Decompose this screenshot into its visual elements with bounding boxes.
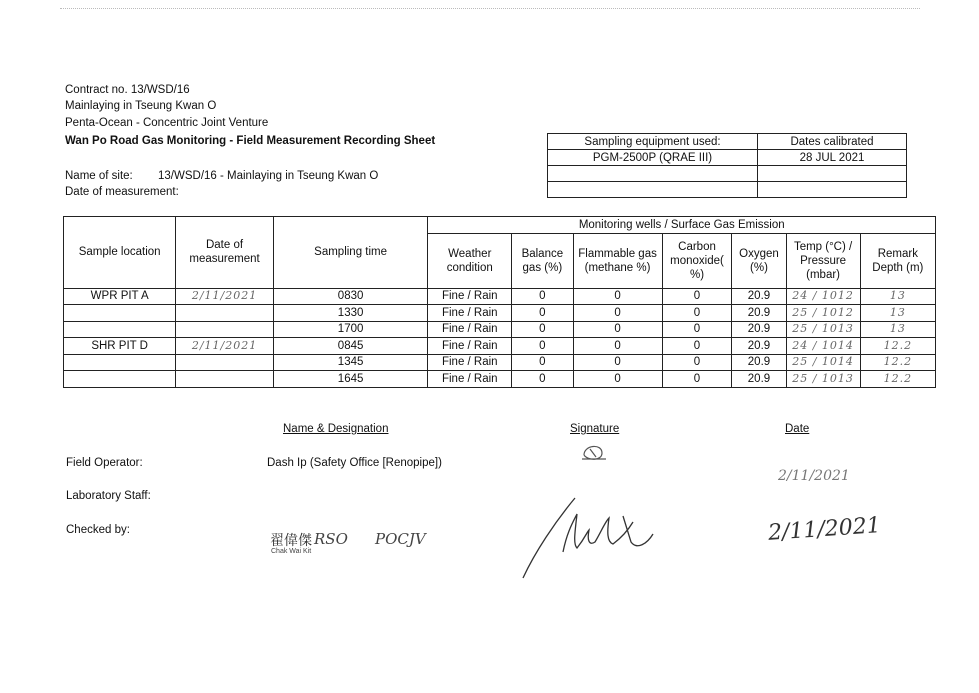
field-operator-name: Dash Ip (Safety Office [Renopipe]) bbox=[267, 457, 442, 469]
cell-flammable: 0 bbox=[573, 305, 662, 322]
field-operator-date: 2/11/2021 bbox=[778, 468, 850, 484]
equipment-name: PGM-2500P (QRAE III) bbox=[548, 150, 758, 166]
signature-header: Signature bbox=[570, 423, 620, 435]
cell-date bbox=[176, 371, 273, 388]
cell-temp: 25 / 1014 bbox=[786, 354, 860, 371]
cell-time: 1345 bbox=[273, 354, 428, 371]
sheet-title: Wan Po Road Gas Monitoring - Field Measurement Recording Sheet bbox=[65, 135, 436, 147]
cell-weather: Fine / Rain bbox=[428, 305, 512, 322]
checked-by-label: Checked by: bbox=[66, 524, 130, 536]
cell-carbon: 0 bbox=[662, 321, 732, 338]
table-row bbox=[64, 321, 936, 338]
cell-temp: 25 / 1013 bbox=[786, 371, 860, 388]
cell-balance: 0 bbox=[512, 288, 573, 305]
equipment-blank-cell bbox=[548, 166, 758, 182]
contract-number: Contract no. 13/WSD/16 bbox=[65, 84, 190, 96]
cell-temp: 25 / 1013 bbox=[786, 321, 860, 338]
scan-artifact-line bbox=[60, 8, 920, 9]
checked-by-signature bbox=[515, 492, 665, 582]
cell-remark: 13 bbox=[860, 288, 935, 305]
cell-remark: 13 bbox=[860, 305, 935, 322]
field-operator-label: Field Operator: bbox=[66, 457, 143, 469]
header-weather: Weather condition bbox=[428, 233, 512, 288]
cell-oxygen: 20.9 bbox=[732, 288, 786, 305]
cell-carbon: 0 bbox=[662, 338, 732, 355]
checked-by-date: 2/11/2021 bbox=[767, 513, 882, 546]
cell-carbon: 0 bbox=[662, 288, 732, 305]
cell-temp: 24 / 1012 bbox=[786, 288, 860, 305]
cell-location: SHR PIT D bbox=[64, 338, 176, 355]
cell-oxygen: 20.9 bbox=[732, 354, 786, 371]
equipment-table bbox=[547, 133, 907, 198]
equipment-header: Sampling equipment used: bbox=[548, 134, 758, 150]
header-carbon-monoxide: Carbon monoxide( %) bbox=[662, 233, 732, 288]
header-monitoring-group: Monitoring wells / Surface Gas Emission bbox=[428, 217, 936, 234]
cell-time: 0845 bbox=[273, 338, 428, 355]
cell-flammable: 0 bbox=[573, 371, 662, 388]
cell-flammable: 0 bbox=[573, 288, 662, 305]
cell-weather: Fine / Rain bbox=[428, 321, 512, 338]
cell-location bbox=[64, 305, 176, 322]
date-header: Date bbox=[785, 423, 810, 435]
header-sample-location: Sample location bbox=[64, 217, 176, 289]
cell-date: 2/11/2021 bbox=[176, 338, 273, 355]
cell-balance: 0 bbox=[512, 354, 573, 371]
site-label: Name of site: bbox=[65, 170, 133, 182]
cell-carbon: 0 bbox=[662, 371, 732, 388]
calibration-date: 28 JUL 2021 bbox=[758, 150, 907, 166]
table-row bbox=[64, 354, 936, 371]
date-of-measurement-label: Date of measurement: bbox=[65, 186, 179, 198]
table-row bbox=[64, 371, 936, 388]
name-designation-header: Name & Designation bbox=[283, 423, 389, 435]
cell-oxygen: 20.9 bbox=[732, 338, 786, 355]
cell-date: 2/11/2021 bbox=[176, 288, 273, 305]
cell-location bbox=[64, 321, 176, 338]
header-temp-pressure: Temp (°C) / Pressure (mbar) bbox=[786, 233, 860, 288]
header-flammable-gas: Flammable gas (methane %) bbox=[573, 233, 662, 288]
header-oxygen: Oxygen (%) bbox=[732, 233, 786, 288]
contractor-name: Penta-Ocean - Concentric Joint Venture bbox=[65, 117, 269, 129]
site-value: 13/WSD/16 - Mainlaying in Tseung Kwan O bbox=[158, 170, 379, 182]
cell-flammable: 0 bbox=[573, 338, 662, 355]
cell-remark: 12.2 bbox=[860, 371, 935, 388]
cell-carbon: 0 bbox=[662, 305, 732, 322]
cell-balance: 0 bbox=[512, 321, 573, 338]
cell-location bbox=[64, 371, 176, 388]
header-balance-gas: Balance gas (%) bbox=[512, 233, 573, 288]
cell-flammable: 0 bbox=[573, 354, 662, 371]
cell-balance: 0 bbox=[512, 305, 573, 322]
cell-flammable: 0 bbox=[573, 321, 662, 338]
cell-weather: Fine / Rain bbox=[428, 371, 512, 388]
checked-by-printed-name: Chak Wai Kit bbox=[271, 548, 312, 555]
measurement-table bbox=[63, 216, 936, 388]
cell-time: 0830 bbox=[273, 288, 428, 305]
cell-time: 1330 bbox=[273, 305, 428, 322]
cell-weather: Fine / Rain bbox=[428, 354, 512, 371]
cell-location bbox=[64, 354, 176, 371]
cell-oxygen: 20.9 bbox=[732, 305, 786, 322]
cell-weather: Fine / Rain bbox=[428, 338, 512, 355]
cell-location: WPR PIT A bbox=[64, 288, 176, 305]
header-date-of-measurement: Date of measurement bbox=[176, 217, 273, 289]
table-row bbox=[64, 338, 936, 355]
cell-remark: 12.2 bbox=[860, 338, 935, 355]
laboratory-staff-label: Laboratory Staff: bbox=[66, 490, 151, 502]
cell-remark: 12.2 bbox=[860, 354, 935, 371]
cell-date bbox=[176, 354, 273, 371]
cell-date bbox=[176, 305, 273, 322]
cell-date bbox=[176, 321, 273, 338]
cell-temp: 25 / 1012 bbox=[786, 305, 860, 322]
checked-by-role: RSO bbox=[314, 530, 348, 548]
cell-carbon: 0 bbox=[662, 354, 732, 371]
cell-time: 1700 bbox=[273, 321, 428, 338]
checked-by-org: POCJV bbox=[375, 530, 426, 548]
cell-remark: 13 bbox=[860, 321, 935, 338]
project-name: Mainlaying in Tseung Kwan O bbox=[65, 100, 217, 112]
cell-weather: Fine / Rain bbox=[428, 288, 512, 305]
equipment-blank-cell bbox=[548, 182, 758, 198]
cell-balance: 0 bbox=[512, 338, 573, 355]
calibration-header: Dates calibrated bbox=[758, 134, 907, 150]
header-sampling-time: Sampling time bbox=[273, 217, 428, 289]
table-row bbox=[64, 305, 936, 322]
table-row bbox=[64, 288, 936, 305]
checked-by-chinese-name: 翟偉傑 bbox=[270, 533, 312, 549]
cell-balance: 0 bbox=[512, 371, 573, 388]
equipment-blank-cell bbox=[758, 166, 907, 182]
equipment-blank-cell bbox=[758, 182, 907, 198]
field-operator-signature bbox=[578, 441, 610, 465]
measurement-rows bbox=[64, 288, 936, 387]
cell-time: 1645 bbox=[273, 371, 428, 388]
header-remark-depth: Remark Depth (m) bbox=[860, 233, 935, 288]
cell-oxygen: 20.9 bbox=[732, 321, 786, 338]
cell-oxygen: 20.9 bbox=[732, 371, 786, 388]
cell-temp: 24 / 1014 bbox=[786, 338, 860, 355]
